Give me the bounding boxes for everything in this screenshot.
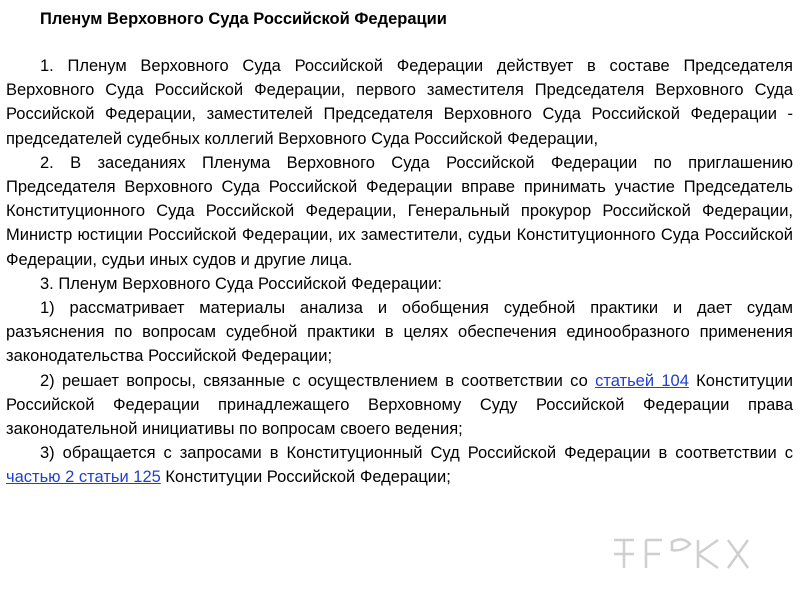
paragraph-item-2-text-before: 2) решает вопросы, связанные с осуществлением в соответствии со <box>40 371 596 390</box>
link-article-104[interactable]: статьей 104 <box>595 371 689 390</box>
stamp-watermark-icon <box>606 532 756 576</box>
paragraph-item-1: 1) рассматривает материалы анализа и обобщения судебной практики и дает судам разъяснения по вопросам судебной практики в целях обеспечения единообразного применения законодательства Российской Федерации; <box>6 299 793 366</box>
paragraph-3: 3. Пленум Верховного Суда Российской Федерации: <box>40 274 443 293</box>
paragraph-item-2-text-after: Конституции Российской Федерации принадлежащего Верховному Суду Российской Федерации права законодательной инициативы по вопросам своего ведения; <box>6 371 793 439</box>
link-article-125-part-2[interactable]: частью 2 статьи 125 <box>6 468 161 487</box>
document-page <box>6 5 793 490</box>
document-title: Пленум Верховного Суда Российской Федерации <box>40 10 447 28</box>
title-spacer <box>6 31 793 54</box>
paragraph-item-3 <box>6 441 793 489</box>
paragraph-1: 1. Пленум Верховного Суда Российской Федерации действует в составе Председателя Верховного Суда Российской Федерации, первого заместителя Председателя Верховного Суда Российской Федерации, заместителей Председателя Верховного Суда Российской Федерации - председателей судебных коллегий Верховного Суда Российской Федерации, <box>6 57 793 148</box>
paragraph-item-2 <box>6 369 793 442</box>
paragraph-item-3-text-before: 3) обращается с запросами в Конституционный Суд Российской Федерации в соответствии с <box>40 444 793 463</box>
paragraph-2: 2. В заседаниях Пленума Верховного Суда Российской Федерации по приглашению Председателя Верховного Суда Российской Федерации вправе принимать участие Председатель Конституционного Суда Российской Федерации, Генеральный прокурор Российской Федерации, Министр юстиции Российской Федерации, их заместители, судьи Конституционного Суда Российской Федерации, судьи иных судов и другие лица. <box>6 153 793 269</box>
paragraph-item-3-text-after: Конституции Российской Федерации; <box>160 468 451 487</box>
